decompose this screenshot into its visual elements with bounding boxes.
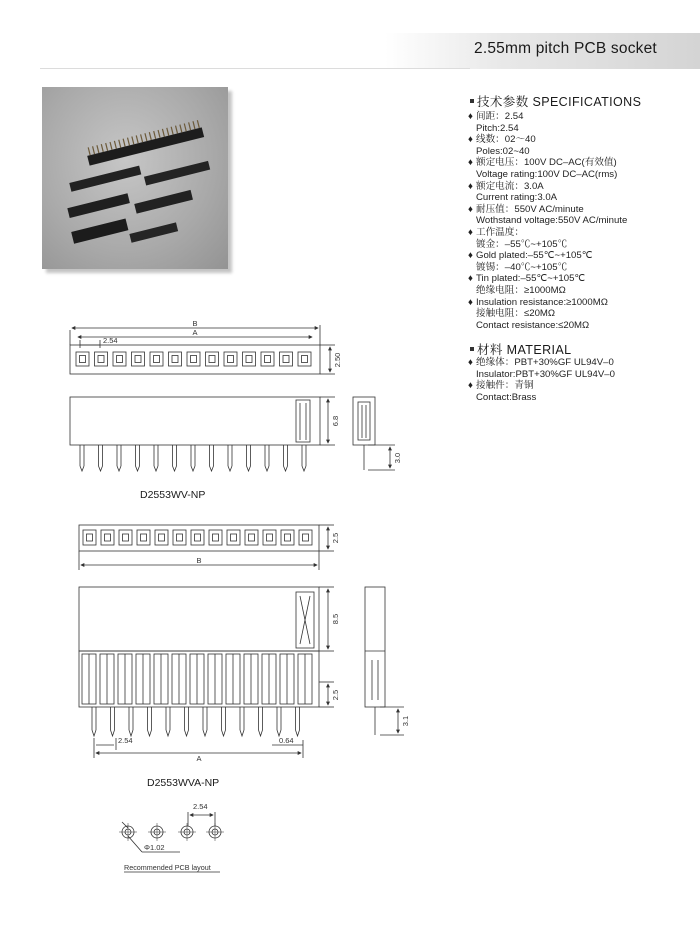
specifications-text: 绝缘电阻：≥1000MΩ (476, 284, 566, 296)
drawing2-dim-b: B (196, 556, 202, 565)
drawing1-label: D2553WV-NP (140, 489, 206, 501)
drawing2-dim-height: 8.5 (331, 613, 340, 625)
diamond-bullet-icon: ♦ (468, 273, 473, 285)
drawing1-dim-pin: 3.0 (393, 452, 402, 464)
diamond-bullet-icon: ♦ (468, 357, 473, 368)
pcb-layout-dim-hole: Φ1.02 (144, 843, 165, 852)
specifications-text: Voltage rating:100V DC–AC(rms) (476, 168, 618, 180)
specifications-text: 镀金：–55℃~+105℃ (476, 238, 568, 250)
drawing2-top-view (79, 525, 334, 570)
material-title: 材料 MATERIAL (477, 343, 572, 357)
diamond-bullet-icon: ♦ (468, 111, 473, 122)
diamond-bullet-icon: ♦ (468, 226, 473, 238)
drawing1-dim-height: 6.8 (331, 415, 340, 427)
diamond-bullet-icon: ♦ (468, 157, 473, 169)
specifications-text: Wothstand voltage:550V AC/minute (476, 215, 628, 227)
specifications-text: Gold plated:–55℃~+105℃ (476, 250, 593, 262)
drawing2-front-view (79, 587, 334, 758)
drawing1-side-view (353, 397, 395, 470)
drawing1-top-view (70, 325, 335, 374)
specifications-text: 工作温度： (476, 226, 524, 238)
specifications-text: Current rating:3.0A (476, 192, 558, 204)
drawing2-label: D2553WVA-NP (147, 777, 220, 789)
material-text: 绝缘体：PBT+30%GF UL94V–0 (476, 357, 614, 368)
diamond-bullet-icon: ♦ (468, 296, 473, 308)
specifications-title: 技术参数 SPECIFICATIONS (477, 95, 642, 109)
drawing1-dim-a: A (192, 328, 198, 337)
specifications-text: 额定电流：3.0A (476, 180, 544, 192)
drawing2-dim-width: 2.5 (331, 532, 340, 544)
diamond-bullet-icon: ♦ (468, 134, 473, 146)
drawing1-front-view (70, 397, 335, 471)
drawing1-dim-width: 2.50 (333, 352, 342, 368)
specifications-text: Tin plated:–55℃~+105℃ (476, 273, 586, 285)
specifications-text: 镀锡：–40℃~+105℃ (476, 261, 568, 273)
diamond-bullet-icon: ♦ (468, 380, 473, 392)
drawing1-dim-pitch: 2.54 (103, 336, 118, 345)
specifications-text: Contact resistance:≤20MΩ (476, 319, 590, 331)
specifications-text: 间距：2.54 (476, 111, 524, 122)
material-text: 接触件：青铜 (476, 380, 534, 392)
diamond-bullet-icon: ♦ (468, 203, 473, 215)
material-text: Insulator:PBT+30%GF UL94V–0 (476, 368, 615, 380)
drawing2-dim-a: A (196, 754, 202, 763)
specifications-text: 额定电压：100V DC–AC(有效值) (476, 157, 617, 169)
page-title: 2.55mm pitch PCB socket (474, 40, 657, 57)
specifications-text: Insulation resistance:≥1000MΩ (476, 296, 608, 308)
drawing2-dim-pitch: 2.54 (118, 736, 133, 745)
specifications-text: 耐压值：550V AC/minute (476, 203, 584, 215)
pcb-layout-dim-pitch: 2.54 (193, 802, 208, 811)
material-text: Contact:Brass (476, 391, 537, 403)
drawing2-dim-pin-width: 0.64 (279, 736, 294, 745)
specifications-text: 线数：02～40 (476, 134, 536, 146)
drawing1-dim-b: B (192, 319, 198, 328)
diamond-bullet-icon: ♦ (468, 180, 473, 192)
drawing2-dim-pin: 3.1 (401, 715, 410, 727)
drawing2-side-view (365, 587, 404, 735)
specifications-text: Pitch:2.54 (476, 122, 519, 134)
specifications-text: 接触电阻：≤20MΩ (476, 308, 556, 320)
diamond-bullet-icon: ♦ (468, 250, 473, 262)
pcb-layout-caption: Recommended PCB layout (124, 863, 211, 872)
drawing2-dim-lower: 2.5 (331, 689, 340, 701)
specifications-text: Poles:02~40 (476, 145, 530, 157)
